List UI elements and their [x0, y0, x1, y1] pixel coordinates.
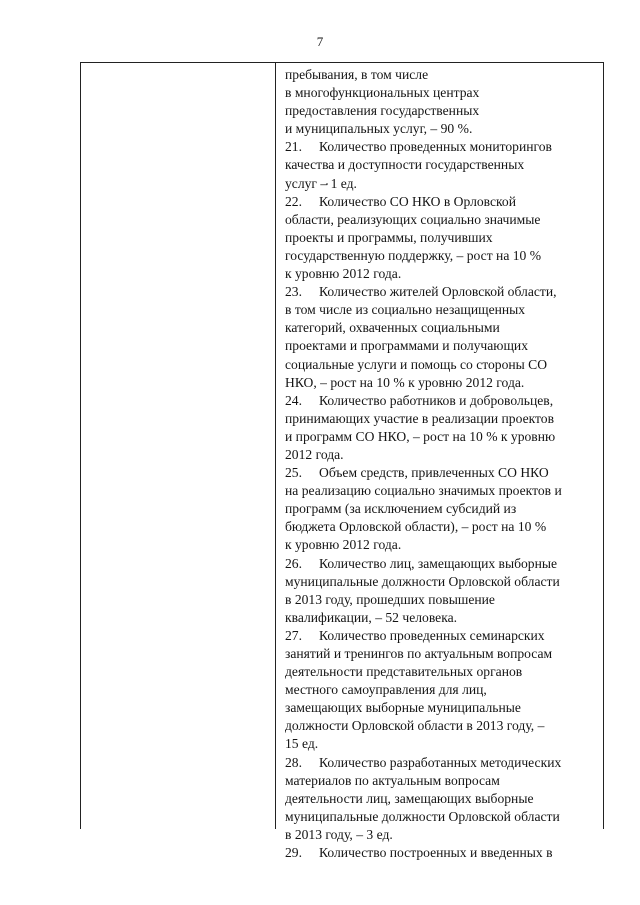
line-text: на реализацию социально значимых проектов и: [285, 483, 562, 499]
text-line: [285, 66, 605, 84]
text-line: [285, 482, 605, 500]
line-text: Количество лиц, замещающих выборные: [319, 555, 558, 571]
line-text: деятельности представительных органов: [285, 664, 523, 680]
indicator-number: 24.: [285, 392, 302, 408]
line-text: 2012 года.: [285, 446, 344, 462]
line-text: Количество проведенных семинарских: [319, 627, 545, 643]
indicator-number: 26.: [285, 555, 302, 571]
line-text: замещающих выборные муниципальные: [285, 700, 521, 716]
indicator-number: 25.: [285, 465, 302, 481]
line-text: муниципальные должности Орловской области: [285, 573, 560, 589]
text-line: [285, 374, 605, 392]
indicator-line: [285, 627, 605, 645]
indicator-number: 29.: [285, 845, 302, 861]
text-line: [285, 518, 605, 536]
text-line: [285, 717, 605, 735]
text-line: [285, 301, 605, 319]
indicator-number: 21.: [285, 139, 302, 155]
text-line: [285, 500, 605, 518]
line-text: занятий и тренингов по актуальным вопросам: [285, 646, 553, 661]
line-text: Количество разработанных методических: [319, 754, 562, 770]
indicator-line: [285, 844, 605, 862]
indicator-line: [285, 754, 605, 772]
line-text: к уровню 2012 года.: [285, 266, 402, 282]
text-line: [285, 808, 605, 826]
line-text: муниципальные должности Орловской области: [285, 808, 560, 824]
indicator-line: [285, 464, 605, 482]
text-line: [285, 247, 605, 265]
indicator-number: 28.: [285, 754, 302, 770]
text-line: [285, 573, 605, 591]
text-line: [285, 790, 605, 808]
text-line: [285, 410, 605, 428]
text-line: [285, 84, 605, 102]
line-text: бюджета Орловской области), – рост на 10 %: [285, 519, 547, 535]
text-line: [285, 446, 605, 464]
line-text: пребывания, в том числе: [285, 67, 429, 82]
text-line: [285, 337, 605, 355]
line-text: Количество СО НКО в Орловской: [319, 193, 517, 209]
text-line: [285, 609, 605, 627]
line-text: в том числе из социально незащищенных: [285, 302, 526, 318]
line-text: качества и доступности государственных: [285, 157, 525, 173]
text-line: [285, 175, 605, 193]
indicator-number: 27.: [285, 627, 302, 643]
line-text: и программ СО НКО, – рост на 10 % к уровню: [285, 428, 556, 444]
line-text: НКО, – рост на 10 % к уровню 2012 года.: [285, 374, 525, 390]
text-line: [285, 120, 605, 138]
line-text: Количество построенных и введенных в: [319, 845, 553, 861]
line-text: и муниципальных услуг, – 90 %.: [285, 121, 473, 137]
text-line: [285, 663, 605, 681]
line-text: программ (за исключением субсидий из: [285, 501, 517, 517]
line-text: в многофункциональных центрах: [285, 85, 480, 101]
indicator-line: [285, 283, 605, 301]
line-text: Количество работников и добровольцев,: [319, 392, 554, 408]
text-line: [285, 591, 605, 609]
line-text: Количество проведенных мониторингов: [319, 139, 552, 155]
text-line: [285, 356, 605, 374]
text-line: [285, 735, 605, 753]
indicator-line: [285, 193, 605, 211]
line-text: проектами и программами и получающих: [285, 338, 528, 354]
line-text: материалов по актуальным вопросам: [285, 772, 500, 788]
indicators-text: [285, 66, 605, 862]
indicator-number: 22.: [285, 193, 302, 209]
line-text: должности Орловской области в 2013 году, –: [285, 718, 545, 734]
line-text: к уровню 2012 года.: [285, 537, 402, 553]
text-line: [285, 102, 605, 120]
document-table: [80, 62, 604, 861]
text-line: [285, 536, 605, 554]
line-text: проекты и программы, получивших: [285, 229, 493, 245]
line-text: области, реализующих социально значимые: [285, 211, 541, 227]
text-line: [285, 772, 605, 790]
line-text: категорий, охваченных социальными: [285, 320, 500, 336]
text-line: [285, 428, 605, 446]
text-line: [285, 826, 605, 844]
text-line: [285, 699, 605, 717]
line-text: в 2013 году, прошедших повышение: [285, 591, 495, 607]
line-text: Объем средств, привлеченных СО НКО: [319, 465, 549, 481]
text-line: [285, 681, 605, 699]
text-line: [285, 319, 605, 337]
line-text: деятельности лиц, замещающих выборные: [285, 790, 534, 806]
indicator-line: [285, 555, 605, 573]
text-line: [285, 645, 605, 663]
line-text: услуг – 1 ед.: [285, 175, 357, 191]
line-text: предоставления государственных: [285, 103, 480, 119]
line-text: принимающих участие в реализации проектов: [285, 410, 555, 426]
line-text: Количество жителей Орловской области,: [319, 284, 557, 300]
page-number: 7: [316, 34, 324, 49]
line-text: в 2013 году, – 3 ед.: [285, 826, 393, 842]
line-text: государственную поддержку, – рост на 10 %: [285, 247, 542, 263]
text-line: [285, 229, 605, 247]
column-divider: [275, 63, 276, 829]
indicator-line: [285, 392, 605, 410]
indicator-line: [285, 138, 605, 156]
indicator-number: 23.: [285, 284, 302, 300]
text-line: [285, 211, 605, 229]
text-line: [285, 156, 605, 174]
line-text: местного самоуправления для лиц,: [285, 682, 487, 698]
text-line: [285, 265, 605, 283]
line-text: социальные услуги и помощь со стороны СО: [285, 356, 548, 372]
line-text: квалификации, – 52 человека.: [285, 609, 458, 625]
line-text: 15 ед.: [285, 736, 319, 752]
